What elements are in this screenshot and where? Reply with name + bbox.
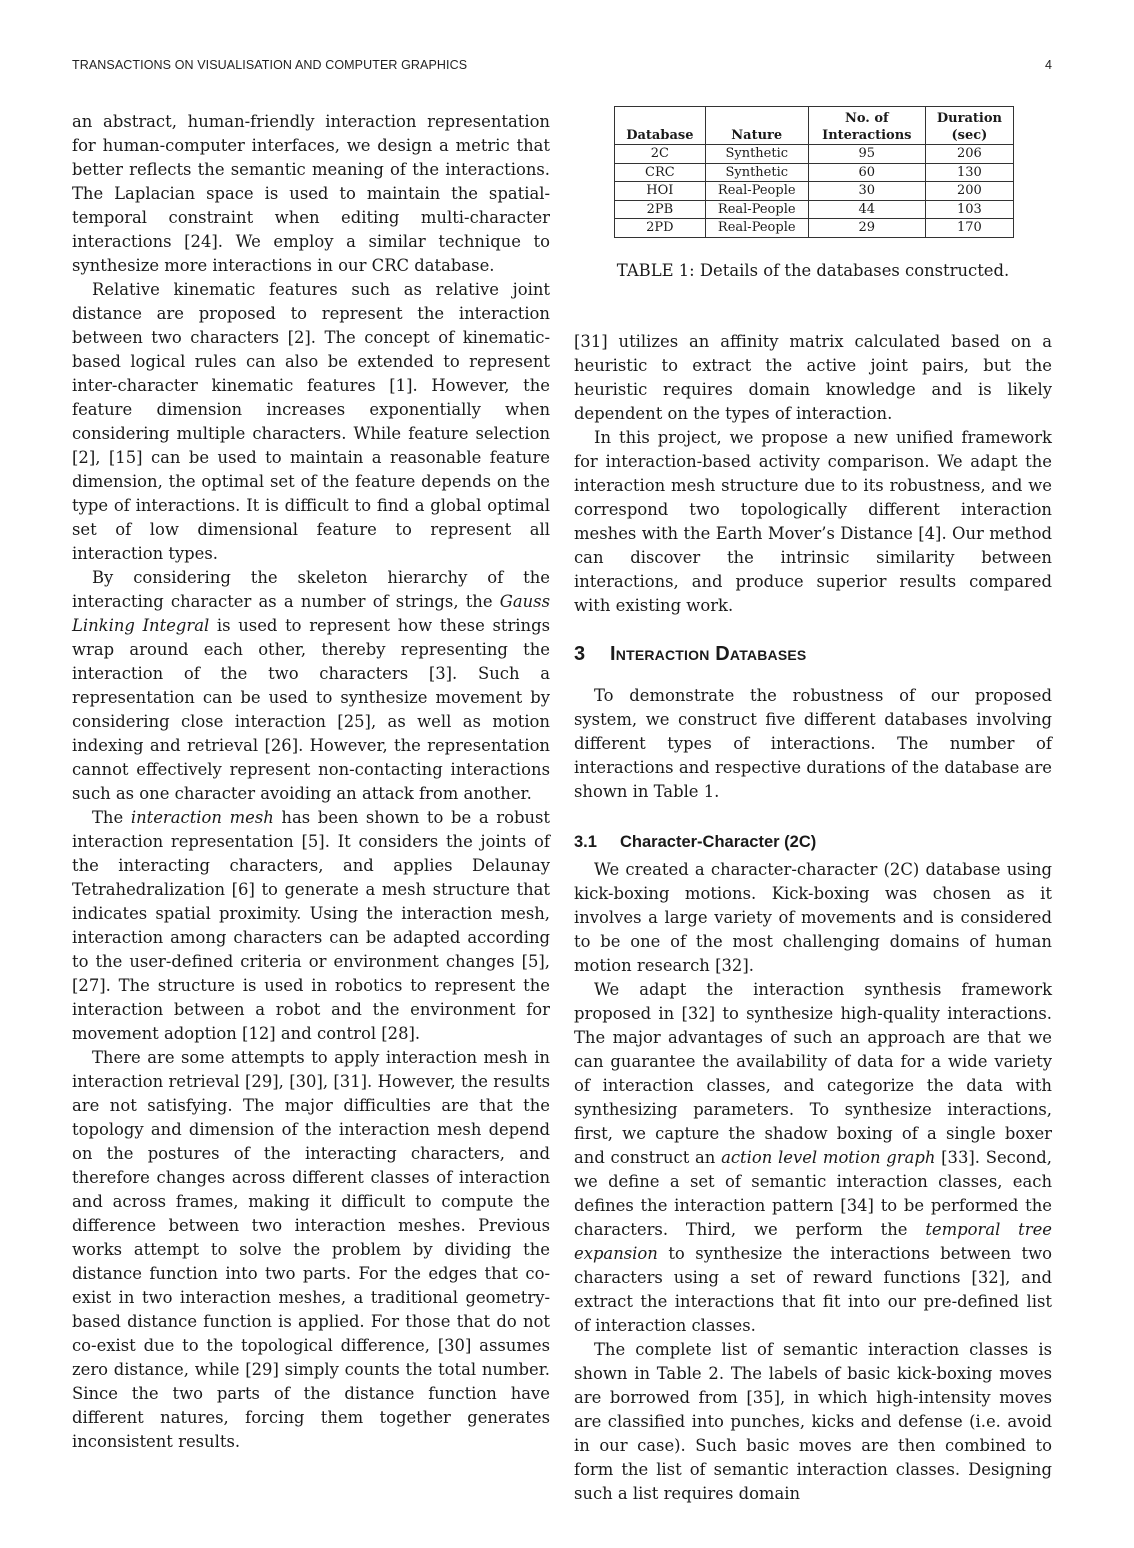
table-cell: 170	[925, 219, 1013, 238]
table-cell: 130	[925, 163, 1013, 182]
header-database: Database	[615, 107, 706, 145]
table-caption: TABLE 1: Details of the databases constructed.	[616, 260, 1010, 280]
header-line: (sec)	[951, 128, 988, 143]
paragraph: an abstract, human-friendly interaction representation for human-computer interfaces, we design a metric that better reflects the semantic meaning of the interactions. The Laplacian space is used to maintain the spatial-temporal constraint when editing multi-character interactions [24]. We employ a similar technique to synthesize more interactions in our CRC database.	[72, 112, 550, 275]
paragraph	[574, 978, 1052, 1338]
table-cell: 206	[925, 145, 1013, 164]
section-heading	[574, 643, 1052, 666]
paragraph: To demonstrate the robustness of our proposed system, we construct five different databases involving different types of interactions. The number of interactions and respective durations of the database are shown in Table 1.	[574, 685, 1052, 801]
italic-term: interaction mesh	[130, 808, 274, 827]
paragraph: We created a character-character (2C) database using kick-boxing motions. Kick-boxing was chosen as it involves a large variety of movements and is considered to be one of the most challenging domains of human motion research [32].	[574, 859, 1052, 975]
table-cell: 103	[925, 200, 1013, 219]
paragraph: The complete list of semantic interaction classes is shown in Table 2. The labels of basic kick-boxing moves are borrowed from [35], in which high-intensity moves are classified into punches, kicks and defense (i.e. avoid in our case). Such basic moves are then combined to form the list of semantic interaction classes. Designing such a list requires domain	[574, 1339, 1052, 1503]
text-run: [33]. Second, we define a set of semantic interaction classes, each defines the interaction pattern [34] to be performed the characters. Third, we perform the	[574, 1147, 1052, 1239]
paragraph: [31] utilizes an affinity matrix calculated based on a heuristic to extract the active joint pairs, but the heuristic requires domain knowledge and is likely dependent on the types of interaction.	[574, 331, 1052, 423]
table-cell: Real-People	[705, 182, 808, 201]
header-interactions	[808, 107, 925, 145]
paragraph	[72, 566, 550, 806]
table-cell: 200	[925, 182, 1013, 201]
table-cell: Real-People	[705, 200, 808, 219]
paragraph: In this project, we propose a new unified framework for interaction-based activity comparison. We adapt the interaction mesh structure due to its robustness, and we correspond two topologically different interaction meshes with the Earth Mover’s Distance [4]. Our method can discover the intrinsic similarity between interactions, and produce superior results compared with existing work.	[574, 427, 1052, 615]
section-number: 3	[574, 642, 586, 665]
table-cell: CRC	[615, 163, 706, 182]
text-run: By considering the skeleton hierarchy of the interacting character as a number of strings, the	[72, 568, 550, 611]
header-duration	[925, 107, 1013, 145]
paragraph	[72, 806, 550, 1046]
table-cell: 30	[808, 182, 925, 201]
text-run: to synthesize the interactions between two characters using a set of reward functions [32], and extract the interactions that fit into our pre-defined list of interaction classes.	[574, 1243, 1052, 1335]
subsection-heading	[574, 833, 1052, 852]
table-cell: 2C	[615, 145, 706, 164]
text-run: The	[92, 808, 131, 827]
subsection-title: Character-Character (2C)	[620, 832, 817, 851]
text-run: has been shown to be a robust interaction representation [5]. It considers the joints of the interacting characters, and applies Delaunay Tetrahedralization [6] to generate a mesh structure that indicates spatial proximity. Using the interaction mesh, interaction among characters can be adapted according to the user-defined criteria or environment changes [5], [27]. The structure is used in robotics to represent the interaction between a robot and the environment for movement adoption [12] and control [28].	[72, 808, 550, 1043]
paragraph: There are some attempts to apply interaction mesh in interaction retrieval [29], [30], [31]. However, the results are not satisfying. The major difficulties are that the topology and dimension of the interaction mesh depend on the postures of the interacting characters, and therefore changes across different classes of interaction and across frames, making it difficult to compute the difference between two interaction meshes. Previous works attempt to solve the problem by dividing the distance function into two parts. For the edges that co-exist in two interaction meshes, a traditional geometry-based distance function is applied. For those that do not co-exist due to the topological difference, [30] assumes zero distance, while [29] simply counts the total number. Since the two parts of the distance function have different natures, forcing them together generates inconsistent results.	[72, 1048, 550, 1451]
table-cell: 2PD	[615, 219, 706, 238]
table-header-row	[615, 107, 1014, 145]
table-cell: 2PB	[615, 200, 706, 219]
header-line: Interactions	[822, 128, 912, 143]
italic-term: Gauss Linking Integral	[72, 592, 550, 635]
table-cell: Real-People	[705, 219, 808, 238]
table-cell: Synthetic	[705, 163, 808, 182]
header-line: Duration	[936, 111, 1002, 126]
right-column	[574, 106, 1052, 1506]
text-run: is used to represent how these strings wrap around each other, thereby representing the interaction of the two characters [3]. Such a representation can be used to synthesize movement by considering close interaction [25], as well as motion indexing and retrieval [26]. However, the representation cannot effectively represent non-contacting interactions such as one character avoiding an attack from another.	[72, 616, 551, 803]
subsection-number: 3.1	[574, 832, 597, 851]
table-cell: 60	[808, 163, 925, 182]
italic-term: temporal tree expansion	[574, 1219, 1052, 1263]
table-row	[615, 163, 1014, 182]
table-row	[615, 145, 1014, 164]
italic-term: action level motion graph	[721, 1147, 936, 1167]
header-line: No. of	[844, 111, 889, 126]
paragraph: Relative kinematic features such as relative joint distance are proposed to represent the interaction between two characters [2]. The concept of kinematic-based logical rules can also be extended to represent inter-character kinematic features [1]. However, the feature dimension increases exponentially when considering multiple characters. While feature selection [2], [15] can be used to maintain a reasonable feature dimension, the optimal set of the feature depends on the type of interactions. It is difficult to find a global optimal set of low dimensional feature to represent all interaction types.	[72, 280, 550, 563]
table-row	[615, 182, 1014, 201]
database-table	[614, 106, 1014, 238]
section-title: Interaction Databases	[610, 642, 807, 665]
table-1	[574, 106, 1052, 280]
table-cell: HOI	[615, 182, 706, 201]
running-head	[72, 58, 1052, 72]
table-cell: 44	[808, 200, 925, 219]
table-cell: 29	[808, 219, 925, 238]
journal-title: TRANSACTIONS ON VISUALISATION AND COMPUTER GRAPHICS	[72, 58, 468, 72]
table-cell: 95	[808, 145, 925, 164]
table-row	[615, 219, 1014, 238]
left-column	[72, 110, 550, 1454]
header-nature: Nature	[705, 107, 808, 145]
table-row	[615, 200, 1014, 219]
page-number: 4	[1044, 58, 1052, 72]
table-cell: Synthetic	[705, 145, 808, 164]
text-run: We adapt the interaction synthesis framework proposed in [32] to synthesize high-quality interactions. The major advantages of such an approach are that we can guarantee the availability of data for a wide variety of interaction classes, and categorize the data with synthesizing parameters. To synthesize interactions, first, we capture the shadow boxing of a single boxer and construct an	[574, 979, 1052, 1167]
